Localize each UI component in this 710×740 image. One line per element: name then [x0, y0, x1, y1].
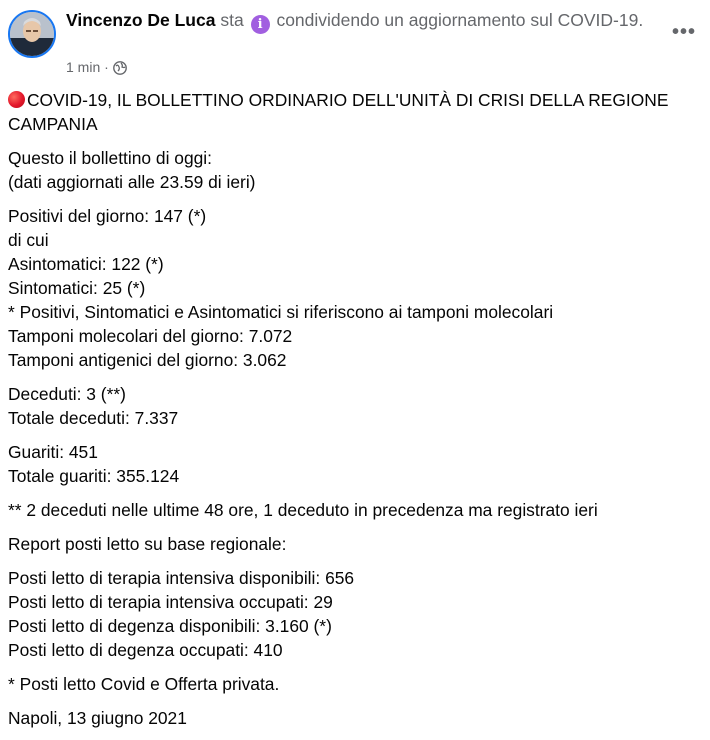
post-line: Napoli, 13 giugno 2021 [8, 708, 187, 728]
post-paragraph [8, 532, 698, 556]
author-verb: sta [220, 10, 244, 30]
post-line: Tamponi molecolari del giorno: 7.072 [8, 326, 293, 346]
more-options-icon: ••• [671, 21, 696, 43]
post-line: Posti letto di terapia intensiva occupati: 29 [8, 592, 333, 612]
post-line: Posti letto di terapia intensiva disponibili: 656 [8, 568, 355, 588]
post-line: Questo il bollettino di oggi: [8, 148, 212, 168]
post-line: Posti letto di degenza disponibili: 3.160 (*) [8, 616, 332, 636]
post-line: di cui [8, 230, 49, 250]
post-line: * Positivi, Sintomatici e Asintomatici si riferiscono ai tamponi molecolari [8, 302, 554, 322]
post-line: (dati aggiornati alle 23.59 di ieri) [8, 172, 256, 192]
post-paragraph [8, 440, 698, 488]
globe-icon[interactable] [113, 61, 127, 79]
post-line: Sintomatici: 25 (*) [8, 278, 146, 298]
post-line: Guariti: 451 [8, 442, 98, 462]
red-circle-icon [8, 91, 25, 108]
post-paragraph [8, 204, 698, 372]
author-line [66, 8, 656, 34]
more-options-button[interactable] [670, 18, 698, 46]
avatar-image [10, 12, 54, 56]
post-line: Totale deceduti: 7.337 [8, 408, 179, 428]
post-meta [66, 58, 127, 79]
post-line: ** 2 deceduti nelle ultime 48 ore, 1 deceduto in precedenza ma registrato ieri [8, 500, 598, 520]
post-title [8, 88, 698, 136]
post-line: Posti letto di degenza occupati: 410 [8, 640, 283, 660]
post-line: Asintomatici: 122 (*) [8, 254, 164, 274]
post-paragraph [8, 146, 698, 194]
post-paragraph [8, 706, 698, 730]
post-line: Tamponi antigenici del giorno: 3.062 [8, 350, 287, 370]
post-paragraph [8, 672, 698, 696]
info-icon: i [251, 15, 270, 34]
post-paragraph [8, 498, 698, 522]
author-activity[interactable]: condividendo un aggiornamento sul COVID-19. [276, 10, 644, 30]
post-time[interactable]: 1 min [66, 59, 101, 75]
post-line: Totale guariti: 355.124 [8, 466, 180, 486]
post-line: Positivi del giorno: 147 (*) [8, 206, 207, 226]
post-body [8, 146, 698, 730]
post-paragraph [8, 382, 698, 430]
post-line: Deceduti: 3 (**) [8, 384, 126, 404]
post-header [8, 8, 702, 78]
post-title-text: COVID-19, IL BOLLETTINO ORDINARIO DELL'UNITÀ DI CRISI DELLA REGIONE CAMPANIA [8, 90, 669, 134]
avatar[interactable] [8, 10, 56, 58]
meta-separator: · [104, 59, 113, 75]
author-name[interactable]: Vincenzo De Luca [66, 10, 216, 30]
post-line: Report posti letto su base regionale: [8, 534, 287, 554]
post-line: * Posti letto Covid e Offerta privata. [8, 674, 280, 694]
post-content [8, 88, 698, 740]
post-paragraph [8, 566, 698, 662]
